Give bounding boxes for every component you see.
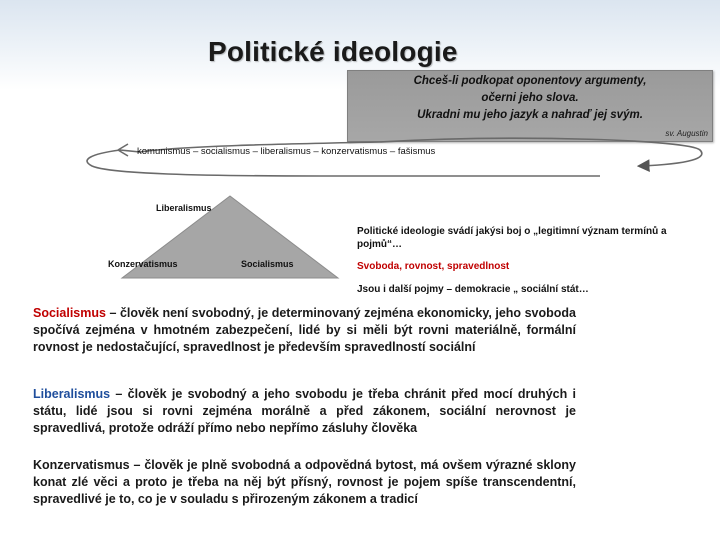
- page-title: Politické ideologie: [208, 36, 458, 67]
- triangle-label-socialism: Socialismus: [241, 259, 294, 269]
- paragraph-socialism: [33, 305, 576, 356]
- side-note-3: Jsou i další pojmy – demokracie „ sociální stát…: [357, 284, 589, 295]
- ideology-spectrum: komunismus – socialismus – liberalismus – konzervatismus – fašismus: [137, 146, 436, 157]
- paragraph-conservatism-text: – člověk je plně svobodná a odpovědná bytost, má ovšem výrazné sklony konat zlé věci a proto je třeba na něj být přísný, rovnost je pojem spíše transcendentní, spravedlivé je to, co je v souladu s přirozeným zákonem a tradicí: [33, 458, 576, 506]
- paragraph-conservatism: [33, 457, 576, 508]
- term-liberalism: Liberalismus: [33, 387, 111, 401]
- quote-line-3: Ukradni mu jeho jazyk a nahraď jej svým.: [417, 109, 643, 121]
- triangle-label-liberalism: Liberalismus: [156, 203, 212, 213]
- spectrum-arrow-icon: [80, 136, 720, 182]
- side-note-2: Svoboda, rovnost, spravedlnost: [357, 261, 510, 272]
- quote-line-1: Chceš-li podkopat oponentovy argumenty,: [413, 75, 647, 87]
- quote-author: sv. Augustin: [665, 129, 708, 138]
- side-note-1: Politické ideologie svádí jakýsi boj o „legitimní význam termínů a pojmů“…: [357, 226, 667, 250]
- quote-box: [347, 70, 713, 142]
- term-conservatism: Konzervatismus: [33, 458, 130, 472]
- paragraph-liberalism: [33, 386, 576, 437]
- triangle-label-conservatism: Konzervatismus: [108, 259, 178, 269]
- term-socialism: Socialismus: [33, 306, 106, 320]
- paragraph-socialism-text: – člověk není svobodný, je determinovaný zejména ekonomicky, jeho svoboda spočívá zejména v hmotném zabezpečení, lidé by si měli být rovni materiálně, formální rovnost je nedostačující, spravedlnost je především spravedlností sociální: [33, 306, 576, 354]
- paragraph-liberalism-text: – člověk je svobodný a jeho svobodu je třeba chránit před mocí druhých i státu, lidé jsou si rovni zejména morálně a před zákonem, sociální nerovnost je spravedlivá, protože odráží přímo nebo nepřímo zásluhy člověka: [33, 387, 576, 435]
- quote-line-2: očerni jeho slova.: [481, 92, 579, 104]
